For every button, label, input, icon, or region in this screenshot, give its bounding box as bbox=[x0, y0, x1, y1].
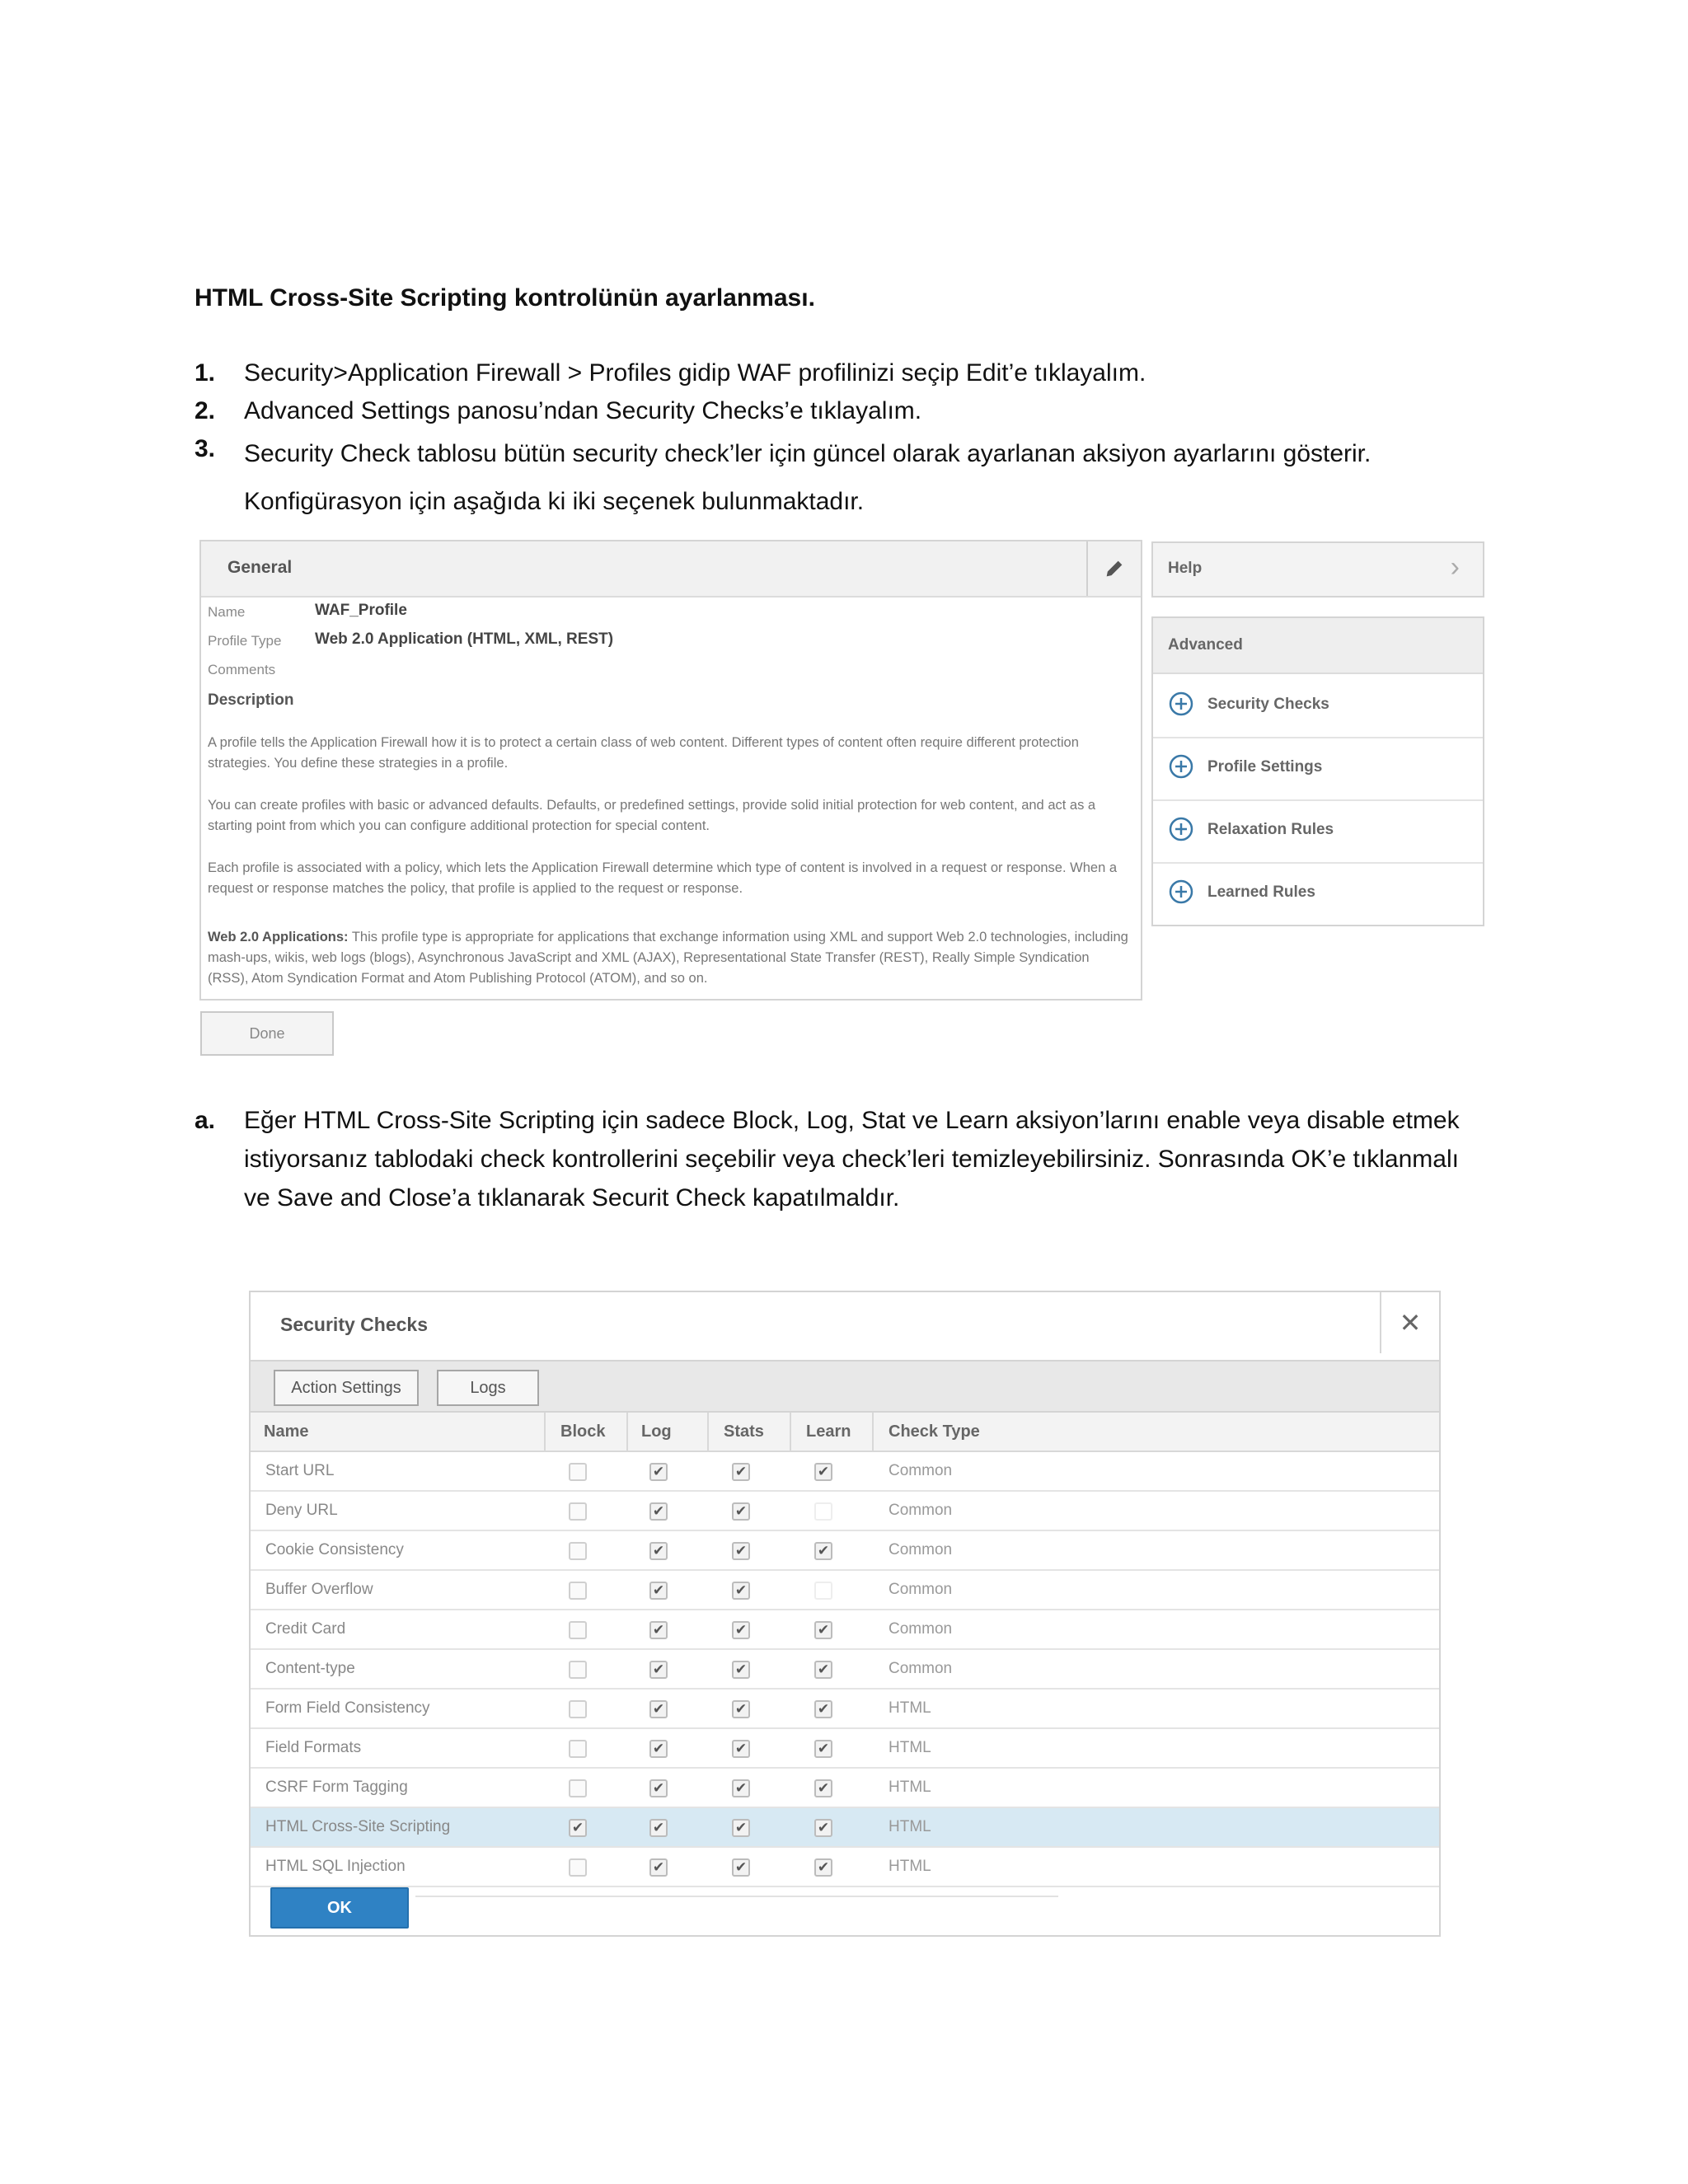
column-divider bbox=[626, 1413, 628, 1451]
block-checkbox[interactable] bbox=[569, 1621, 587, 1639]
step-text: Security Check tablosu bütün security check’ler için güncel olarak ayarlanan aksiyon ayarlarını gösterir. Konfigürasyon için aşağıda ki iki seçenek bulunmaktadır. bbox=[244, 440, 1372, 515]
block-checkbox[interactable] bbox=[569, 1542, 587, 1560]
check-name: Credit Card bbox=[265, 1620, 346, 1638]
table-row[interactable] bbox=[251, 1650, 1439, 1690]
step-3 bbox=[195, 430, 1489, 516]
web20-paragraph bbox=[208, 927, 1131, 989]
learn-checkbox[interactable]: ✔ bbox=[814, 1463, 832, 1481]
check-name: Form Field Consistency bbox=[265, 1699, 430, 1717]
learn-checkbox[interactable]: ✔ bbox=[814, 1779, 832, 1797]
stats-checkbox[interactable]: ✔ bbox=[732, 1502, 750, 1521]
check-type: HTML bbox=[889, 1739, 931, 1756]
done-button[interactable]: Done bbox=[200, 1011, 334, 1056]
table-row[interactable] bbox=[251, 1452, 1439, 1492]
dialog-toolbar bbox=[251, 1360, 1439, 1413]
edit-button[interactable] bbox=[1086, 541, 1141, 596]
security-checks-dialog bbox=[249, 1291, 1441, 1937]
advanced-item-profile-settings[interactable] bbox=[1153, 737, 1483, 801]
table-row[interactable] bbox=[251, 1769, 1439, 1808]
step-number: a. bbox=[195, 1107, 216, 1134]
stats-checkbox[interactable]: ✔ bbox=[732, 1463, 750, 1481]
check-type: Common bbox=[889, 1581, 953, 1598]
check-type: HTML bbox=[889, 1858, 931, 1875]
check-type: Common bbox=[889, 1620, 953, 1638]
general-panel-title: General bbox=[227, 558, 293, 577]
stats-checkbox[interactable]: ✔ bbox=[732, 1819, 750, 1837]
comments-label: Comments bbox=[208, 662, 276, 677]
block-checkbox[interactable]: ✔ bbox=[569, 1819, 587, 1837]
step-text: Security>Application Firewall > Profiles gidip WAF profilinizi seçip Edit’e tıklayalım. bbox=[244, 359, 1146, 387]
log-checkbox[interactable]: ✔ bbox=[649, 1740, 668, 1758]
stats-checkbox[interactable]: ✔ bbox=[732, 1582, 750, 1600]
stats-checkbox[interactable]: ✔ bbox=[732, 1542, 750, 1560]
learn-checkbox[interactable] bbox=[814, 1582, 832, 1600]
column-header-log[interactable]: Log bbox=[641, 1422, 672, 1441]
block-checkbox[interactable] bbox=[569, 1502, 587, 1521]
log-checkbox[interactable]: ✔ bbox=[649, 1463, 668, 1481]
column-header-block[interactable]: Block bbox=[560, 1422, 606, 1441]
table-row[interactable] bbox=[251, 1492, 1439, 1531]
step-text: Eğer HTML Cross-Site Scripting için sadece Block, Log, Stat ve Learn aksiyon’larını enable veya disable etmek istiyorsanız tablodaki check kontrollerini seçebilir veya check’leri temizleyebilirsiniz. Sonrasında OK’e tıklanmalı ve Save and Close’a tıklanarak Securit Check kapatılmaldır. bbox=[244, 1107, 1460, 1212]
footer-divider bbox=[415, 1896, 1058, 1897]
column-divider bbox=[790, 1413, 791, 1451]
check-name: HTML Cross-Site Scripting bbox=[265, 1818, 451, 1835]
block-checkbox[interactable] bbox=[569, 1463, 587, 1481]
table-row[interactable] bbox=[251, 1571, 1439, 1610]
stats-checkbox[interactable]: ✔ bbox=[732, 1661, 750, 1679]
step-number: 3. bbox=[195, 435, 216, 462]
column-header-stats[interactable]: Stats bbox=[724, 1422, 764, 1441]
description-paragraph: You can create profiles with basic or advanced defaults. Defaults, or predefined settings, provide solid initial protection for web content, and act as a starting point from which you can configure additional protection for special content. bbox=[208, 798, 1096, 833]
advanced-item-relaxation-rules[interactable] bbox=[1153, 799, 1483, 864]
advanced-item-learned-rules[interactable] bbox=[1153, 862, 1483, 925]
check-name: Deny URL bbox=[265, 1502, 338, 1519]
step-text: Advanced Settings panosu’ndan Security Checks’e tıklayalım. bbox=[244, 397, 922, 424]
general-panel bbox=[199, 540, 1142, 1001]
description-paragraph: Each profile is associated with a policy, which lets the Application Firewall determine which type of content is involved in a request or response. When a request or response matches the policy, that profile is applied to the request or response. bbox=[208, 860, 1118, 896]
action-settings-button[interactable]: Action Settings bbox=[274, 1370, 419, 1406]
learn-checkbox[interactable]: ✔ bbox=[814, 1700, 832, 1718]
log-checkbox[interactable]: ✔ bbox=[649, 1621, 668, 1639]
log-checkbox[interactable]: ✔ bbox=[649, 1582, 668, 1600]
name-value: WAF_Profile bbox=[315, 602, 407, 619]
advanced-panel-header bbox=[1153, 618, 1483, 674]
table-row[interactable] bbox=[251, 1531, 1439, 1571]
block-checkbox[interactable] bbox=[569, 1582, 587, 1600]
log-checkbox[interactable]: ✔ bbox=[649, 1779, 668, 1797]
logs-button[interactable]: Logs bbox=[437, 1370, 539, 1406]
block-checkbox[interactable] bbox=[569, 1700, 587, 1718]
block-checkbox[interactable] bbox=[569, 1779, 587, 1797]
advanced-item-label: Profile Settings bbox=[1207, 758, 1323, 776]
check-type: HTML bbox=[889, 1779, 931, 1796]
advanced-item-label: Learned Rules bbox=[1207, 883, 1315, 901]
learn-checkbox[interactable]: ✔ bbox=[814, 1621, 832, 1639]
ok-button[interactable]: OK bbox=[270, 1887, 409, 1929]
check-type: HTML bbox=[889, 1699, 931, 1717]
document-title: HTML Cross-Site Scripting kontrolünün ayarlanması. bbox=[195, 284, 815, 312]
stats-checkbox[interactable]: ✔ bbox=[732, 1740, 750, 1758]
advanced-panel bbox=[1151, 616, 1484, 926]
check-name: HTML SQL Injection bbox=[265, 1858, 406, 1875]
column-header-check-type[interactable]: Check Type bbox=[889, 1422, 980, 1441]
log-checkbox[interactable]: ✔ bbox=[649, 1502, 668, 1521]
column-divider bbox=[544, 1413, 546, 1451]
block-checkbox[interactable] bbox=[569, 1661, 587, 1679]
log-checkbox[interactable]: ✔ bbox=[649, 1700, 668, 1718]
table-row[interactable] bbox=[251, 1808, 1439, 1848]
help-panel[interactable] bbox=[1151, 541, 1484, 598]
plus-circle-icon bbox=[1168, 753, 1194, 780]
name-label: Name bbox=[208, 604, 246, 620]
log-checkbox[interactable]: ✔ bbox=[649, 1858, 668, 1877]
step-number: 1. bbox=[195, 359, 216, 387]
help-label: Help bbox=[1168, 560, 1203, 577]
table-row[interactable] bbox=[251, 1610, 1439, 1650]
table-row[interactable] bbox=[251, 1690, 1439, 1729]
column-header-name[interactable]: Name bbox=[264, 1422, 309, 1441]
web20-text: This profile type is appropriate for applications that exchange information using XML and support Web 2.0 technologies, including mash-ups, wikis, web logs (blogs), Asynchronous JavaScript and XML (AJAX), Representational State Transfer (REST), Really Simple Syndication (RSS), Atom Syndication Format and Atom Publishing Protocol (ATOM), and so on. bbox=[208, 930, 1128, 986]
check-type: Common bbox=[889, 1660, 953, 1677]
column-divider bbox=[707, 1413, 709, 1451]
general-panel-header bbox=[201, 541, 1141, 598]
check-name: Buffer Overflow bbox=[265, 1581, 373, 1598]
plus-circle-icon bbox=[1168, 879, 1194, 905]
chevron-right-icon: › bbox=[1450, 551, 1460, 583]
check-name: Field Formats bbox=[265, 1739, 362, 1756]
advanced-label: Advanced bbox=[1168, 636, 1243, 654]
stats-checkbox[interactable]: ✔ bbox=[732, 1700, 750, 1718]
profile-type-label: Profile Type bbox=[208, 633, 282, 649]
block-checkbox[interactable] bbox=[569, 1740, 587, 1758]
table-header bbox=[251, 1413, 1439, 1452]
table-row[interactable] bbox=[251, 1848, 1439, 1887]
close-icon[interactable]: ✕ bbox=[1380, 1292, 1439, 1353]
pencil-icon bbox=[1103, 557, 1126, 580]
check-name: Content-type bbox=[265, 1660, 355, 1677]
log-checkbox[interactable]: ✔ bbox=[649, 1819, 668, 1837]
description-paragraph: A profile tells the Application Firewall how it is to protect a certain class of web content. Different types of content often require different protection strategies. You define these strategies in a profile. bbox=[208, 735, 1079, 771]
step-number: 2. bbox=[195, 397, 216, 424]
column-header-learn[interactable]: Learn bbox=[806, 1422, 851, 1441]
log-checkbox[interactable]: ✔ bbox=[649, 1542, 668, 1560]
table-row[interactable] bbox=[251, 1729, 1439, 1769]
learn-checkbox[interactable]: ✔ bbox=[814, 1819, 832, 1837]
check-type: Common bbox=[889, 1541, 953, 1558]
block-checkbox[interactable] bbox=[569, 1858, 587, 1877]
advanced-item-label: Relaxation Rules bbox=[1207, 821, 1334, 838]
stats-checkbox[interactable]: ✔ bbox=[732, 1779, 750, 1797]
check-type: Common bbox=[889, 1502, 953, 1519]
stats-checkbox[interactable]: ✔ bbox=[732, 1858, 750, 1877]
learn-checkbox[interactable]: ✔ bbox=[814, 1661, 832, 1679]
stats-checkbox[interactable]: ✔ bbox=[732, 1621, 750, 1639]
check-name: CSRF Form Tagging bbox=[265, 1779, 408, 1796]
plus-circle-icon bbox=[1168, 691, 1194, 717]
learn-checkbox[interactable]: ✔ bbox=[814, 1542, 832, 1560]
check-type: HTML bbox=[889, 1818, 931, 1835]
check-type: Common bbox=[889, 1462, 953, 1479]
column-divider bbox=[872, 1413, 874, 1451]
profile-type-value: Web 2.0 Application (HTML, XML, REST) bbox=[315, 630, 614, 648]
learn-checkbox[interactable]: ✔ bbox=[814, 1858, 832, 1877]
learn-checkbox[interactable]: ✔ bbox=[814, 1740, 832, 1758]
advanced-item-security-checks[interactable] bbox=[1153, 674, 1483, 738]
web20-heading: Web 2.0 Applications: bbox=[208, 930, 349, 944]
advanced-item-label: Security Checks bbox=[1207, 696, 1329, 713]
check-name: Start URL bbox=[265, 1462, 335, 1479]
learn-checkbox[interactable] bbox=[814, 1502, 832, 1521]
log-checkbox[interactable]: ✔ bbox=[649, 1661, 668, 1679]
description-label: Description bbox=[208, 691, 294, 709]
dialog-title: Security Checks bbox=[280, 1314, 428, 1335]
plus-circle-icon bbox=[1168, 816, 1194, 842]
check-name: Cookie Consistency bbox=[265, 1541, 404, 1558]
